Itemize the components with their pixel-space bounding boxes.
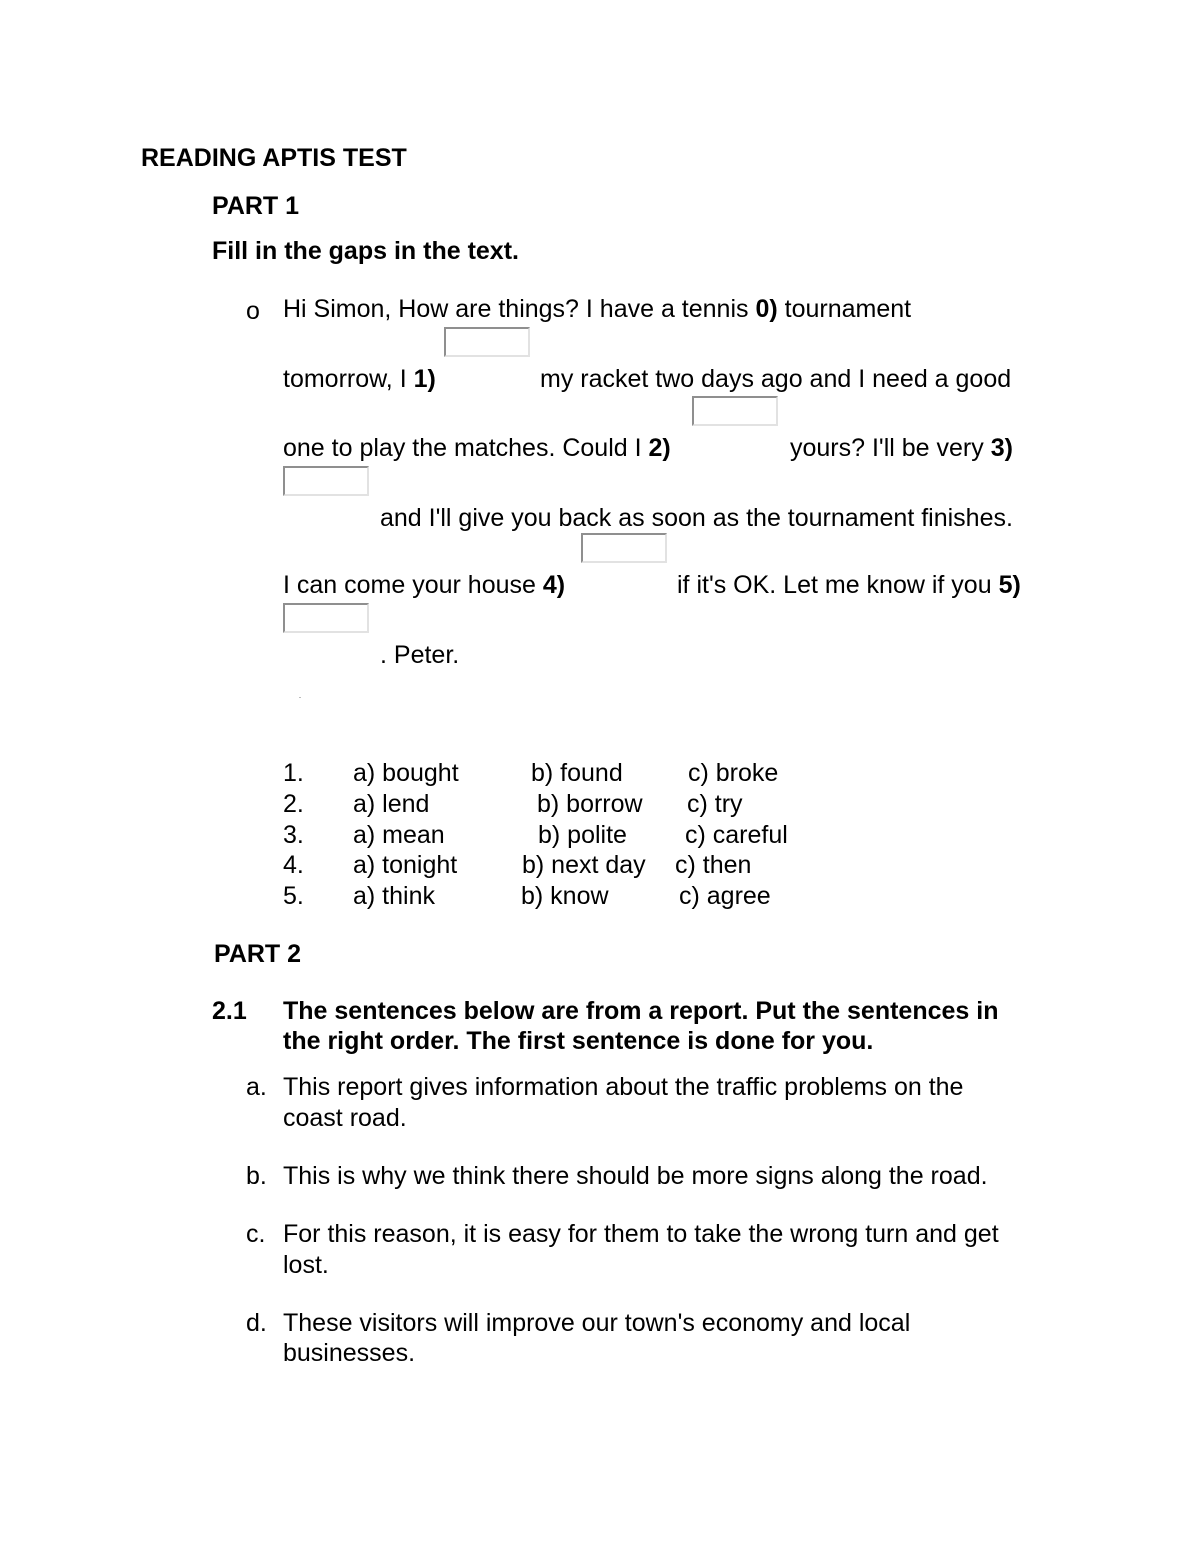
- item-text-line-1: These visitors will improve our town's economy and local: [283, 1309, 911, 1337]
- option-a: a) lend: [353, 790, 430, 818]
- gap-5-input[interactable]: [283, 603, 369, 633]
- gap-3-input[interactable]: [283, 466, 369, 496]
- question-line-2: the right order. The first sentence is done for you.: [283, 1027, 874, 1055]
- item-letter: b.: [246, 1162, 267, 1190]
- passage-line-2b: my racket two days ago and I need a good: [540, 365, 1012, 393]
- option-a: a) mean: [353, 821, 445, 849]
- option-b: b) polite: [538, 821, 627, 849]
- item-text-line-2: lost.: [283, 1251, 329, 1279]
- part1-heading: PART 1: [212, 192, 300, 220]
- item-text-line-2: coast road.: [283, 1104, 407, 1132]
- option-a: a) bought: [353, 759, 459, 787]
- item-letter: d.: [246, 1309, 267, 1337]
- option-b: b) found: [531, 759, 623, 787]
- passage-line-3a: one to play the matches. Could I 2): [283, 434, 671, 462]
- gap-2-input[interactable]: [692, 396, 778, 426]
- item-letter: c.: [246, 1220, 266, 1248]
- item-letter: a.: [246, 1073, 267, 1101]
- gap-1-input[interactable]: [444, 327, 530, 357]
- part1-instruction: Fill in the gaps in the text.: [212, 237, 519, 265]
- page-title: READING APTIS TEST: [141, 144, 407, 172]
- passage-line-3b: yours? I'll be very 3): [790, 434, 1013, 462]
- option-a: a) tonight: [353, 851, 458, 879]
- option-b: b) know: [521, 882, 609, 910]
- option-number: 1.: [283, 759, 304, 787]
- option-number: 4.: [283, 851, 304, 879]
- question-line-1: The sentences below are from a report. Put the sentences in: [283, 997, 999, 1025]
- option-a: a) think: [353, 882, 435, 910]
- passage-line-1: Hi Simon, How are things? I have a tennis 0) tournament: [283, 295, 912, 323]
- passage-line-6: . Peter.: [380, 641, 460, 669]
- bullet-marker: o: [246, 297, 260, 325]
- option-c: c) broke: [688, 759, 779, 787]
- part2-heading: PART 2: [214, 940, 302, 968]
- option-c: c) try: [687, 790, 743, 818]
- option-number: 5.: [283, 882, 304, 910]
- option-c: c) then: [675, 851, 752, 879]
- option-c: c) agree: [679, 882, 771, 910]
- option-number: 3.: [283, 821, 304, 849]
- passage-line-2a: tomorrow, I 1): [283, 365, 436, 393]
- item-text-line-1: This is why we think there should be more signs along the road.: [283, 1162, 988, 1190]
- question-number: 2.1: [212, 997, 247, 1025]
- passage-line-5b: if it's OK. Let me know if you 5): [677, 571, 1021, 599]
- option-number: 2.: [283, 790, 304, 818]
- option-c: c) careful: [685, 821, 788, 849]
- passage-line-5a: I can come your house 4): [283, 571, 566, 599]
- item-text-line-1: This report gives information about the traffic problems on the: [283, 1073, 964, 1101]
- item-text-line-1: For this reason, it is easy for them to take the wrong turn and get: [283, 1220, 999, 1248]
- option-b: b) next day: [522, 851, 646, 879]
- stray-dot: [299, 697, 301, 698]
- passage-line-4: and I'll give you back as soon as the tournament finishes.: [380, 504, 1013, 532]
- gap-4-input[interactable]: [581, 533, 667, 563]
- item-text-line-2: businesses.: [283, 1339, 416, 1367]
- option-b: b) borrow: [537, 790, 643, 818]
